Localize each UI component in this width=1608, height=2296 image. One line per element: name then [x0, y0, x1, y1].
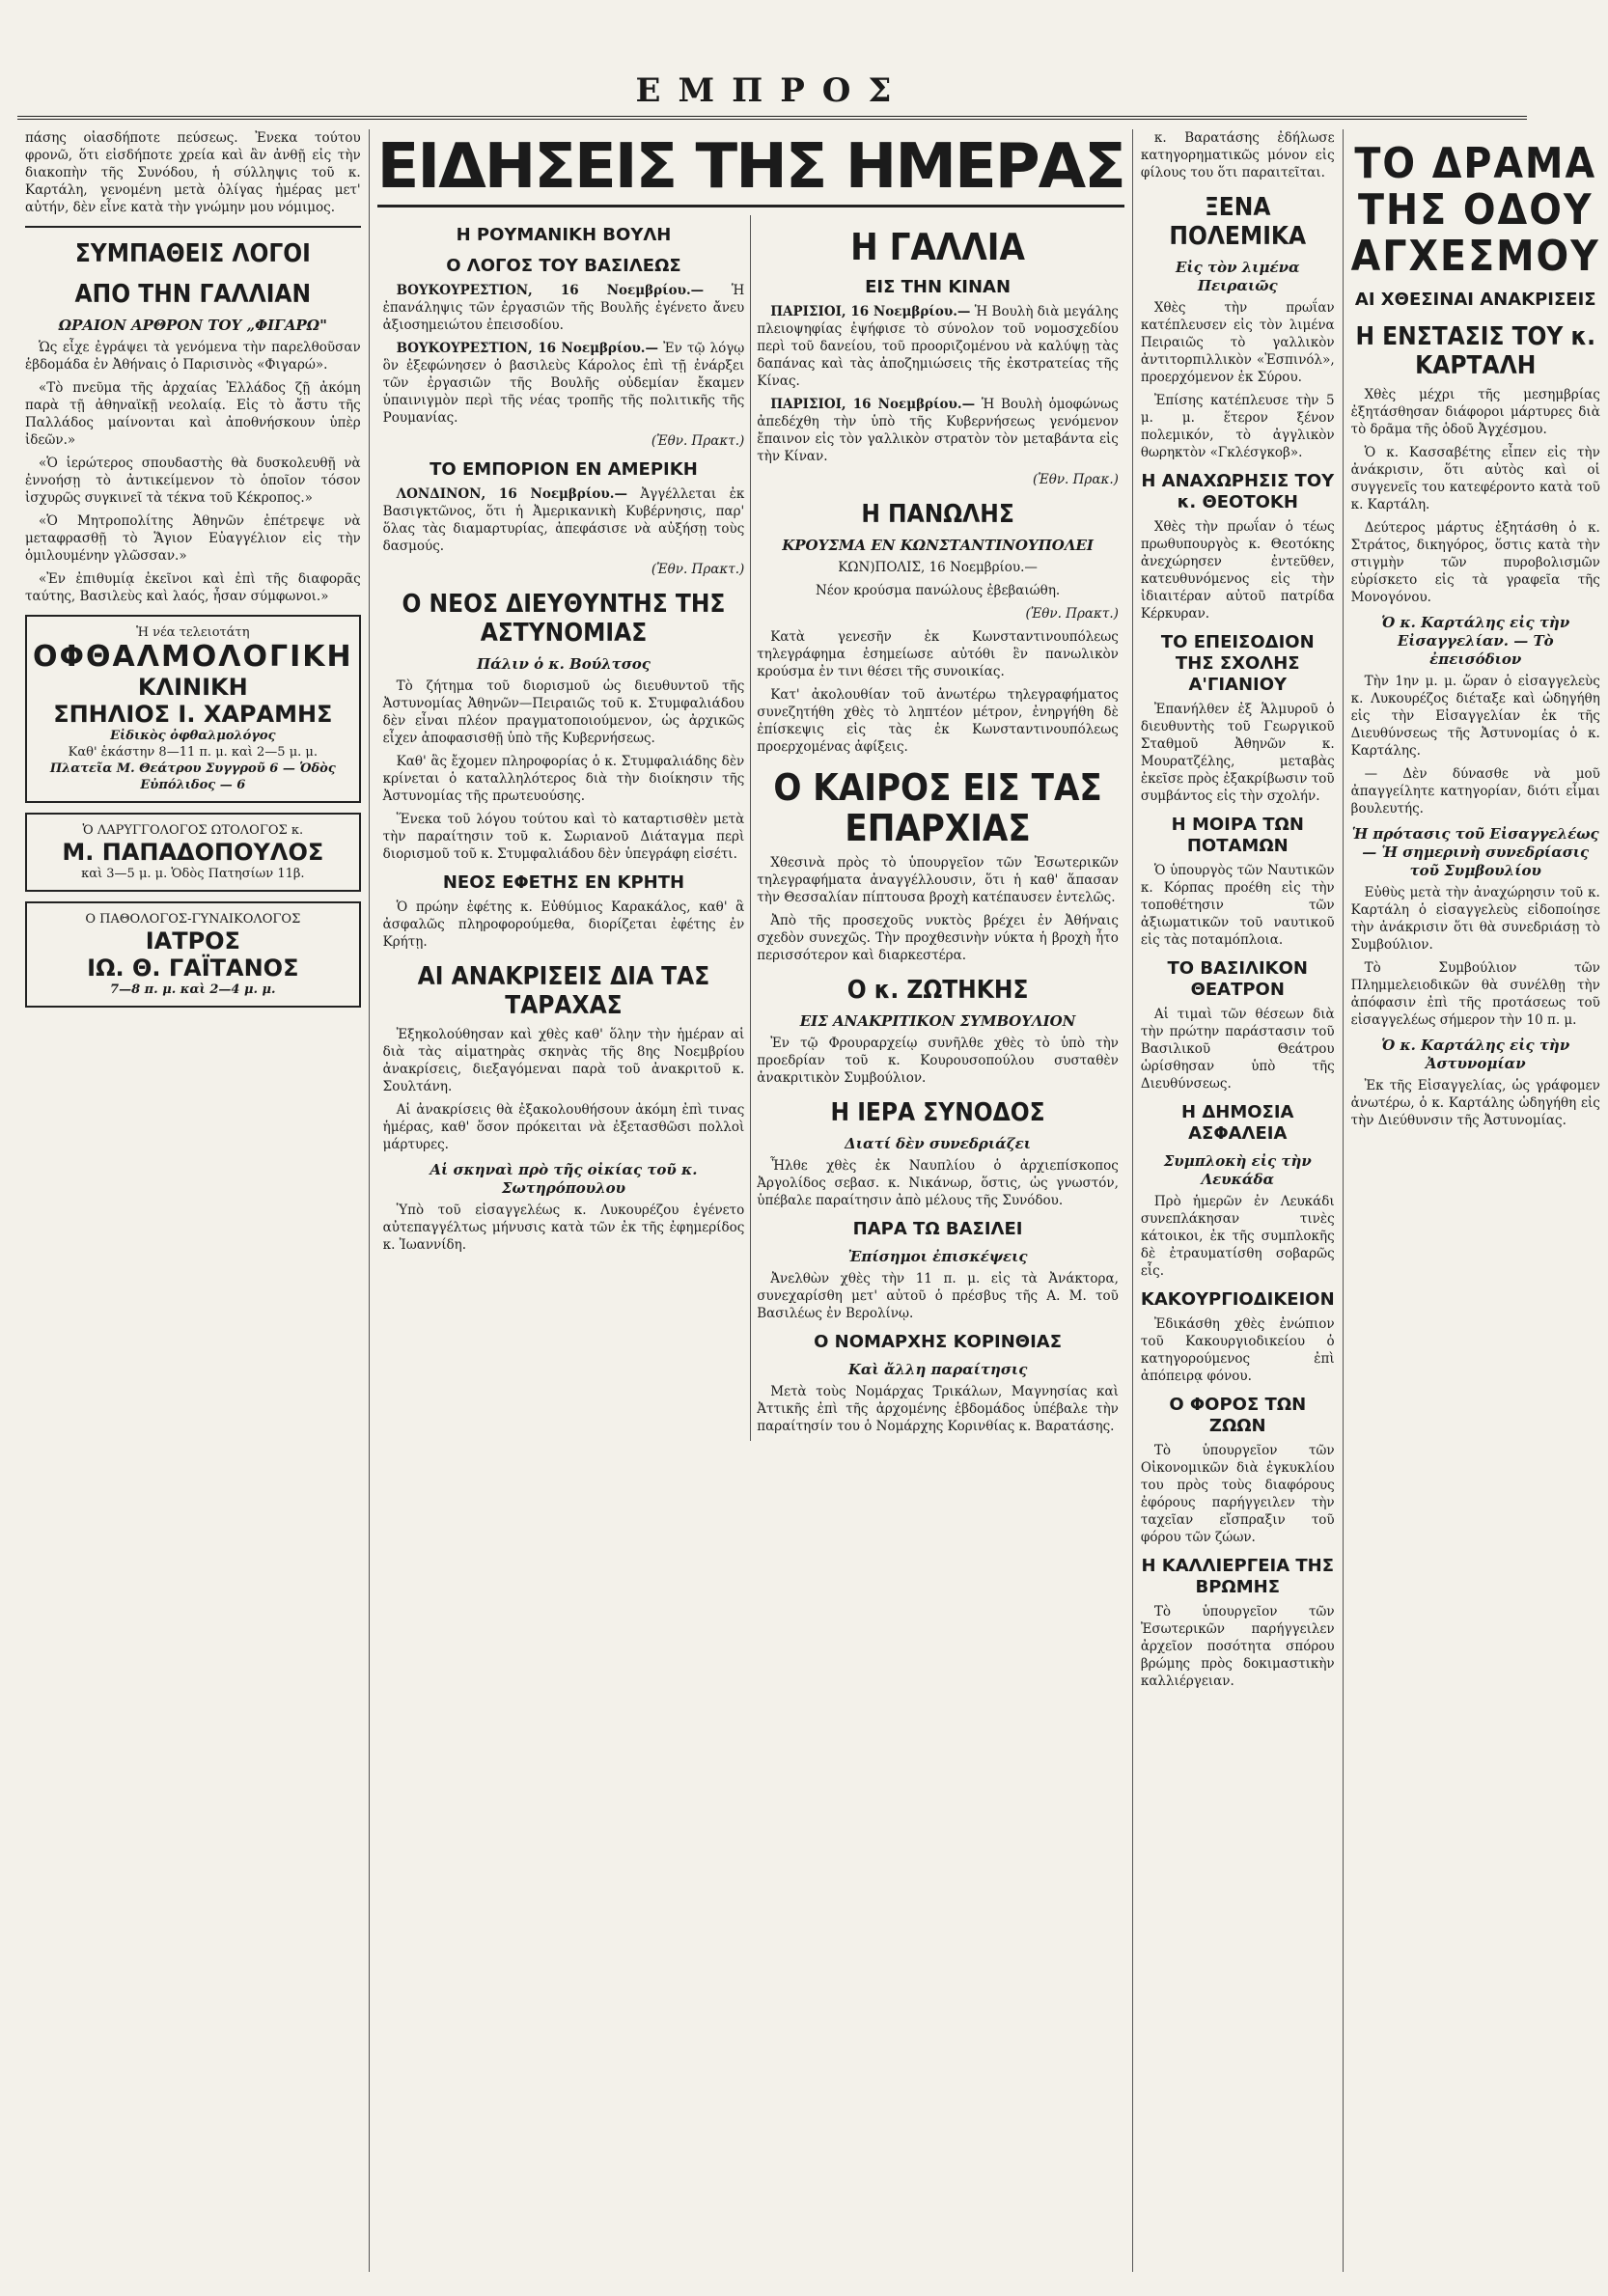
article-subheading: Αἱ σκηναὶ πρὸ τῆς οἰκίας τοῦ κ. Σωτηρόπουλου — [430, 1161, 698, 1197]
article-subheading: Η ΕΝΣΤΑΣΙΣ ΤΟΥ κ. ΚΑΡΤΑΛΗ — [1355, 322, 1595, 380]
article-heading: ΤΟ ΕΜΠΟΡΙΟΝ ΕΝ ΑΜΕΡΙΚΗ — [430, 459, 698, 480]
article-subheading: Ἐπίσημοι ἐπισκέψεις — [847, 1248, 1028, 1265]
article-body: Ἡ ἐπανάληψις τῶν ἐργασιῶν τῆς Βουλῆς ἐγένετο ἄνευ ἀξιοσημειώτου ἐπεισοδίου. — [382, 283, 745, 333]
article-subheading: Διατί δὲν συνεδριάζει — [845, 1135, 1031, 1152]
article-heading: Η ΚΑΛΛΙΕΡΓΕΙΑ ΤΗΣ ΒΡΩΜΗΣ — [1141, 1556, 1335, 1597]
article-body: Ἐν τῷ λόγῳ ὃν ἐξεφώνησεν ὁ βασιλεὺς Κάρολος ἐπὶ τῇ ἐνάρξει τῶν ἐργασιῶν τῆς Βουλῆς οὐδεμίαν ἔκαμεν ὑπαινιγμὸν περὶ τῆς νέας τροπῆς τῆς πολιτικῆς τῆς Ρουμανίας. — [382, 341, 745, 426]
columns — [17, 129, 1600, 2272]
article-heading: Η ΡΟΥΜΑΝΙΚΗ ΒΟΥΛΗ — [456, 225, 672, 245]
column-1 — [17, 129, 370, 2272]
article-text: Ἦλθε χθὲς ἐκ Ναυπλίου ὁ ἀρχιεπίσκοπος Ἀργολίδος σεβασ. κ. Νικάνωρ, ὅστις, ὡς γνωστόν, ὑπέβαλε παραίτησιν ἀπὸ μέλους τῆς Συνόδου. — [757, 1158, 1119, 1208]
advertisement-ent-doctor — [25, 813, 361, 892]
news-source: (Ἐθν. Πρακ.) — [1032, 472, 1119, 487]
article-text: πάσης οἰασδήποτε πεύσεως. Ἐνεκα τούτου φρονῶ, ὅτι εἰσδήποτε χρεία καὶ ἂν ἀνθῇ εἰς τὴν διακοπὴν τῆς Συνόδου, ἡ σύλληψις τοῦ κ. Καρτάλη, γενομένη μετὰ ὀλίγας ἡμέρας μετ' αὐτήν, δὲν εἶνε κατὰ τὴν γνώμην μου νόμιμος. — [25, 130, 361, 215]
article-text: Καθ' ἃς ἔχομεν πληροφορίας ὁ κ. Στυμφαλιάδης δὲν κρίνεται ὁ καταλληλότερος διὰ τὴν διοίκησιν τῆς Ἀστυνομίας τῆς πρωτευούσης. — [382, 754, 745, 804]
article-heading: Ο κ. ΖΩΤΗΚΗΣ — [846, 976, 1029, 1005]
ad-doctor-name: Μ. ΠΑΠΑΔΟΠΟΥΛΟΣ — [62, 839, 324, 866]
column-news-of-the-day — [370, 129, 1133, 2272]
article-text: Ἐκ τῆς Εἰσαγγελίας, ὡς γράφομεν ἀνωτέρω, ὁ κ. Καρτάλης ὡδηγήθη εἰς τὴν Διεύθυνσιν τῆς Ἀστυνομίας. — [1350, 1078, 1600, 1128]
article-text: Τὴν 1ην μ. μ. ὥραν ὁ εἰσαγγελεὺς κ. Λυκουρέζος διέταξε καὶ ὡδηγήθη εἰς τὴν Εἰσαγγελίαν ἐκ τῆς Διευθύνσεως τῆς Ἀστυνομίας ὁ κ. Καρτάλης. — [1350, 674, 1600, 759]
article-heading: Ο ΝΕΟΣ ΔΙΕΥΘΥΝΤΗΣ ΤΗΣ ΑΣΤΥΝΟΜΙΑΣ — [402, 590, 726, 648]
news-source: (Ἐθν. Πρακτ.) — [651, 433, 745, 449]
article-body: Ἡ Βουλὴ διὰ μεγάλης πλειοψηφίας ἐψήφισε τὸ σύνολον τοῦ νομοσχεδίου περὶ τοῦ δανείου, τοῦ προοριζομένου νὰ καλύψῃ τὰς δαπάνας καὶ τὰς ἀποζημιώσεις τῆς ἐκστρατείας τῆς Κίνας. — [757, 304, 1119, 389]
ad-intro: Ο ΠΑΘΟΛΟΓΟΣ-ΓΥΝΑΙΚΟΛΟΓΟΣ — [85, 912, 301, 927]
article-text: Κατὰ γενεσῆν ἐκ Κωνσταντινουπόλεως τηλεγράφημα ἐσημείωσε αὐτόθι ἓν πανωλικὸν κρούσμα ἐν τινι θέσει τῆς συνοικίας. — [757, 629, 1119, 679]
article-text: «Ὁ ἱερώτερος σπουδαστὴς θὰ δυσκολευθῇ νὰ ἐννοήσῃ τὸ ἀντικείμενον τὸ ὁποῖον τόσον ἰσχυρῶς συγκινεῖ τὰ τέκνα τοῦ Κέκροπος.» — [25, 456, 361, 506]
article-text: Τὸ Συμβούλιον τῶν Πλημμελειοδικῶν θὰ συνέλθῃ τὴν ἀπόφασιν ἐπὶ τῆς προτάσεως τοῦ εἰσαγγελέως σήμερον τὴν 10 π. μ. — [1350, 960, 1600, 1028]
article-subheading: Πάλιν ὁ κ. Βούλτσος — [476, 655, 651, 673]
article-heading: ΚΑΚΟΥΡΓΙΟΔΙΚΕΙΟΝ — [1140, 1289, 1335, 1310]
article-text: Αἱ τιμαὶ τῶν θέσεων διὰ τὴν πρώτην παράστασιν τοῦ Βασιλικοῦ Θεάτρου ὡρίσθησαν ὑπὸ τῆς Διευθύνσεως. — [1140, 1007, 1335, 1092]
article-body: Ἀγγέλλεται ἐκ Βασιγκτῶνος, ὅτι ἡ Ἀμερικανικὴ Κυβέρνησις, παρ' ὅλας τὰς διαμαρτυρίας, ἀπεφάσισε νὰ αὐξήσῃ τοὺς δασμούς. — [382, 486, 745, 554]
news-split — [377, 215, 1124, 1441]
article-text — [757, 396, 1119, 465]
article-text: Ἀπὸ τῆς προσεχοῦς νυκτὸς βρέχει ἐν Ἀθήναις σχεδὸν συνεχῶς. Τὴν προχθεσινὴν νύκτα ἡ βροχὴ ἦτο περισσότερον καὶ διαρκεστέρα. — [757, 913, 1119, 963]
article-text: Αἱ ἀνακρίσεις θὰ ἐξακολουθήσουν ἀκόμη ἐπὶ τινας ἡμέρας, καθ' ὅσον πρόκειται νὰ ἐξετασθῶσι πολλοὶ μάρτυρες. — [382, 1102, 745, 1152]
article-heading: ΠΑΡΑ ΤΩ ΒΑΣΙΛΕΙ — [852, 1219, 1023, 1239]
article-heading: Η ΠΑΝΩΛΗΣ — [861, 500, 1014, 529]
section-banner: ΕΙΔΗΣΕΙΣ ΤΗΣ ΗΜΕΡΑΣ — [377, 129, 1124, 207]
masthead — [17, 0, 1527, 120]
ad-title: ΙΑΤΡΟΣ — [145, 927, 240, 954]
article-text — [383, 485, 745, 555]
article-heading: Η ΓΑΛΛΙΑ — [850, 226, 1025, 268]
dateline: ΒΟΥΚΟΥΡΕΣΤΙΟΝ, 16 Νοεμβρίου.— — [396, 283, 705, 298]
article-subheading: ΚΡΟΥΣΜΑ ΕΝ ΚΩΝΣΤΑΝΤΙΝΟΥΠΟΛΕΙ — [782, 537, 1094, 554]
article-text — [383, 282, 745, 334]
article-text: Ὡς εἶχε ἐγράψει τὰ γενόμενα τὴν παρελθοῦσαν ἑβδομάδα ἐν Ἀθήναις ὁ Παρισινὸς «Φιγαρώ». — [25, 340, 361, 373]
article-text: «Ἐν ἐπιθυμίᾳ ἐκεῖνοι καὶ ἐπὶ τῆς διαφορᾶς ταύτης, Βασιλεὺς καὶ λαός, ἦσαν σύμφωνοι.» — [25, 571, 361, 604]
dateline: ΠΑΡΙΣΙΟΙ, 16 Νοεμβρίου.— — [770, 304, 971, 319]
article-text: — Δὲν δύνασθε νὰ μοῦ ἀπαγγείλητε κατηγορίαν, διότι εἶμαι βουλευτής. — [1350, 766, 1600, 816]
article-heading: ΑΠΟ ΤΗΝ ΓΑΛΛΙΑΝ — [74, 280, 312, 309]
article-text: «Τὸ πνεῦμα τῆς ἀρχαίας Ἑλλάδος ζῇ ἀκόμη παρὰ τῇ ἀθηναϊκῇ νεολαίᾳ. Εἰς τὸ ἄστυ τῆς Παλλάδος μαίνονται καὶ ἀποθνήσκουν ὑπὲρ ἰδεῶν.» — [25, 380, 361, 448]
article-text: Ἐπανήλθεν ἐξ Ἁλμυροῦ ὁ διευθυντὴς τοῦ Γεωργικοῦ Σταθμοῦ Ἀθηνῶν κ. Μουρατζέλης, μεταβὰς ἐκεῖσε πρὸς ἐξακρίβωσιν τοῦ συμβάντος εἰς τὴν σχολήν. — [1140, 702, 1335, 804]
article-subheading: Ὁ κ. Καρτάλης εἰς τὴν Εἰσαγγελίαν. — Τὸ ἐπεισόδιον — [1381, 614, 1570, 668]
article-heading: ΑΙ ΑΝΑΚΡΙΣΕΙΣ ΔΙΑ ΤΑΣ ΤΑΡΑΧΑΣ — [417, 962, 710, 1020]
article-heading: ΤΟ ΒΑΣΙΛΙΚΟΝ ΘΕΑΤΡΟΝ — [1167, 958, 1308, 1000]
article-text: Ἐξηκολούθησαν καὶ χθὲς καθ' ὅλην τὴν ἡμέραν αἱ διὰ τὰς αἱματηρὰς σκηνὰς τῆς 8ης Νοεμβρίου ἀνακρίσεις, διεξαγόμεναι παρὰ τοῦ ἀνακριτοῦ κ. Σουλτάνη. — [382, 1027, 745, 1094]
article-text: Ἐπίσης κατέπλευσε τὴν 5 μ. μ. ἕτερον ξένον πολεμικόν, τὸ ἀγγλικὸν θωρηκτὸν «Γκλέσγκοβ». — [1140, 393, 1335, 460]
article-text: Ὁ πρώην ἐφέτης κ. Εὐθύμιος Καρακάλος, καθ' ἃ ἀσφαλῶς πληροφορούμεθα, διορίζεται ἐφέτης ἐν Κρήτῃ. — [382, 899, 745, 950]
article-text: Ἀνελθὼν χθὲς τὴν 11 π. μ. εἰς τὰ Ἀνάκτορα, συνεχαρίσθη μετ' αὐτοῦ ὁ πρέσβυς τῆς Α. Μ. τοῦ Βασιλέως ἐν Βερολίνῳ. — [757, 1271, 1119, 1321]
article-subheading: ΕΙΣ ΤΗΝ ΚΙΝΑΝ — [865, 277, 1012, 297]
article-heading: Η ΔΗΜΟΣΙΑ ΑΣΦΑΛΕΙΑ — [1181, 1102, 1294, 1144]
article-subheading: Ἡ πρότασις τοῦ Εἰσαγγελέως — Ἡ σημερινὴ συνεδρίασις τοῦ Συμβουλίου — [1351, 825, 1599, 879]
article-text: «Ὁ Μητροπολίτης Ἀθηνῶν ἐπέτρεψε νὰ μεταφρασθῇ τὸ Ἅγιον Εὐαγγέλιον εἰς τὴν ὁμιλουμένην γλῶσσαν.» — [25, 513, 361, 564]
article-body: Ἡ Βουλὴ ὁμοφώνως ἀπεδέχθη τὴν ὑπὸ τῆς Κυβερνήσεως γενόμενον ἔπαινον εἰς τὸν γαλλικὸν στρατὸν τὸν μεταβάντα εἰς τὴν Κίναν. — [757, 397, 1119, 464]
article-heading: ΤΟ ΔΡΑΜΑ ΤΗΣ ΟΔΟΥ ΑΓΧΕΣΜΟΥ — [1350, 139, 1600, 281]
article-subheading: Εἰς τὸν λιμένα Πειραιῶς — [1175, 259, 1300, 294]
article-subheading: Συμπλοκὴ εἰς τὴν Λευκάδα — [1163, 1152, 1312, 1188]
article-heading: Η ΙΕΡΑ ΣΥΝΟΔΟΣ — [830, 1098, 1045, 1127]
article-subheading: Ο ΛΟΓΟΣ ΤΟΥ ΒΑΣΙΛΕΩΣ — [446, 256, 681, 276]
article-text: Ἐδικάσθη χθὲς ἐνώπιον τοῦ Κακουργιοδικείου ὁ κατηγορούμενος ἐπὶ ἀπόπειρᾳ φόνου. — [1140, 1316, 1335, 1384]
news-source: (Ἐθν. Πρακτ.) — [1025, 606, 1119, 622]
article-subheading: ΕΙΣ ΑΝΑΚΡΙΤΙΚΟΝ ΣΥΜΒΟΥΛΙΟΝ — [799, 1012, 1076, 1030]
column-3 — [751, 215, 1124, 1441]
article-subheading: Καὶ ἄλλη παραίτησις — [847, 1361, 1028, 1378]
article-text: Δεύτερος μάρτυς ἐξητάσθη ὁ κ. Στράτος, δικηγόρος, ὅστις κατὰ τὴν στιγμὴν τῶν πυροβολισμῶν εὑρίσκετο εἰς τὰ γραφεῖα τῆς Μονογόνου. — [1350, 520, 1600, 605]
article-text: Ὁ ὑπουργὸς τῶν Ναυτικῶν κ. Κόρπας προέθη εἰς τὴν τοποθέτησιν τῶν ἀξιωματικῶν τοῦ ναυτικοῦ εἰς τὰς ποταμόπλοια. — [1140, 863, 1335, 948]
article-text: Νέον κρούσμα πανώλους ἐβεβαιώθη. — [815, 583, 1061, 598]
column-5 — [1344, 129, 1608, 2272]
advertisement-physician — [25, 901, 361, 1008]
ad-title: ΟΦΘΑΛΜΟΛΟΓΙΚΗ — [33, 640, 353, 674]
article-text: Χθὲς τὴν πρωΐαν κατέπλευσεν εἰς τὸν λιμένα Πειραιῶς τὸ γαλλικὸν ἀντιτορπιλλικὸν «Ἐσπινόλ», προερχόμενον ἐκ Σύρου. — [1140, 300, 1335, 385]
article-text: Εὐθὺς μετὰ τὴν ἀναχώρησιν τοῦ κ. Καρτάλη ὁ εἰσαγγελεὺς εἰδοποίησε τὴν ἀνάκρισιν ὅτι θὰ συνεδριάσῃ τὸ Συμβούλιον. — [1350, 885, 1600, 953]
article-heading: ΣΥΜΠΑΘΕΙΣ ΛΟΓΟΙ — [74, 239, 311, 268]
article-text: Ἐν τῷ Φρουραρχείῳ συνῆλθε χθὲς τὸ ὑπὸ τὴν προεδρίαν τοῦ κ. Κουρουσοπούλου συσταθὲν ἀνακριτικὸν Συμβούλιον. — [757, 1036, 1119, 1086]
ad-hours: 7—8 π. μ. καὶ 2—4 μ. μ. — [110, 982, 276, 997]
article-text: Μετὰ τοὺς Νομάρχας Τρικάλων, Μαγνησίας καὶ Ἀττικῆς ἐπὶ τῆς ἀρχομένης ἑβδομάδος ὑπέβαλε τὴν παραίτησίν του ὁ Νομάρχης Κορινθίας κ. Βαρατάσης. — [757, 1384, 1119, 1434]
article-text: Χθεσινὰ πρὸς τὸ ὑπουργεῖον τῶν Ἐσωτερικῶν τηλεγραφήματα ἀναγγέλλουσιν, ὅτι ἡ καθ' ἅπασαν τὴν Θεσσαλίαν πίπτουσα βροχὴ κατέπαυσεν ἐντελῶς. — [757, 855, 1119, 905]
column-2 — [377, 215, 752, 1441]
article-text: Χθὲς μέχρι τῆς μεσημβρίας ἐξητάσθησαν διάφοροι μάρτυρες διὰ τὸ δρᾶμα τῆς ὁδοῦ Ἀγχέσμου. — [1350, 387, 1600, 437]
article-heading: Ο ΚΑΙΡΟΣ ΕΙΣ ΤΑΣ ΕΠΑΡΧΙΑΣ — [773, 766, 1102, 849]
advertisement-eye-clinic — [25, 615, 361, 803]
article-heading: Η ΜΟΙΡΑ ΤΩΝ ΠΟΤΑΜΩΝ — [1171, 815, 1304, 856]
ad-intro: Ἡ νέα τελειοτάτη — [136, 625, 250, 640]
newspaper-name: ΕΜΠΡΟΣ — [635, 71, 909, 110]
article-heading: Ο ΦΟΡΟΣ ΤΩΝ ΖΩΩΝ — [1169, 1395, 1307, 1436]
ad-address: Πλατεῖα Μ. Θεάτρου Συγγροῦ 6 — Ὁδὸς Εὐπόλιδος — 6 — [49, 761, 336, 792]
article-text: Κατ' ἀκολουθίαν τοῦ ἀνωτέρω τηλεγραφήματος συνεζητήθη χθὲς τὸ ληπτέον μέτρον, ἐνηργήθη δὲ ἐπίσκεψις εἰς τὰς ἐκ Κωνσταντινουπόλεως προερχομένας ἀφίξεις. — [757, 687, 1119, 755]
ad-intro: Ὁ ΛΑΡΥΓΓΟΛΟΓΟΣ ΩΤΟΛΟΓΟΣ κ. — [82, 823, 304, 838]
article-text — [383, 340, 745, 427]
article-text: κ. Βαρατάσης ἐδήλωσε κατηγορηματικῶς μόνον εἰς φίλους του ὅτι παραιτεῖται. — [1140, 130, 1335, 180]
news-source: (Ἐθν. Πρακτ.) — [651, 562, 745, 577]
ad-title: ΚΛΙΝΙΚΗ — [137, 674, 248, 701]
ad-hours: Καθ' ἑκάστην 8—11 π. μ. καὶ 2—5 μ. μ. — [68, 745, 319, 760]
article-text: Ὁ κ. Κασσαβέτης εἶπεν εἰς τὴν ἀνάκρισιν, ὅτι αὐτὸς καὶ οἱ συγγενεῖς του κατεφέροντο κατὰ τοῦ κ. Καρτάλη. — [1350, 445, 1600, 512]
article-text: Πρὸ ἡμερῶν ἐν Λευκάδι συνεπλάκησαν τινὲς κάτοικοι, ἐκ τῆς συμπλοκῆς δὲ ἐτραυματίσθη σοβαρῶς εἷς. — [1140, 1194, 1335, 1279]
ad-hours: καὶ 3—5 μ. μ. Ὁδὸς Πατησίων 11β. — [81, 867, 305, 881]
article-text: Ὑπὸ τοῦ εἰσαγγελέως κ. Λυκουρέζου ἐγένετο αὐτεπαγγέλτως μήνυσις κατὰ τῶν ἐκ τῆς ἐφημερίδος κ. Ἰωαννίδη. — [382, 1203, 745, 1253]
article-heading: ΤΟ ΕΠΕΙΣΟΔΙΟΝ ΤΗΣ ΣΧΟΛΗΣ Α'ΓΙΑΝΙΟΥ — [1160, 632, 1315, 695]
article-heading: Η ΑΝΑΧΩΡΗΣΙΣ ΤΟΥ κ. ΘΕΟΤΟΚΗ — [1141, 471, 1335, 512]
dateline: ΛΟΝΔΙΝΟΝ, 16 Νοεμβρίου.— — [396, 486, 627, 502]
article-subheading: ΩΡΑΙΟΝ ΑΡΘΡΟΝ ΤΟΥ „ΦΙΓΑΡΩ" — [58, 317, 327, 334]
dateline: ΠΑΡΙΣΙΟΙ, 16 Νοεμβρίου.— — [770, 397, 976, 412]
column-4 — [1133, 129, 1344, 2272]
ad-doctor-name: ΙΩ. Θ. ΓΑΪΤΑΝΟΣ — [87, 954, 299, 982]
article-text — [757, 303, 1119, 390]
ad-subtitle: Εἰδικὸς ὀφθαλμολόγος — [110, 729, 276, 743]
article-text: Ἕνεκα τοῦ λόγου τούτου καὶ τὸ καταρτισθὲν μετὰ τὴν παραίτησιν τοῦ κ. Σωριανοῦ Διάταγμα περὶ διορισμοῦ τοῦ κ. Στυμφαλιάδου δὲν ὑπεγράφη εἰσέτι. — [382, 812, 745, 862]
dateline: ΚΩΝ)ΠΟΛΙΣ, 16 Νοεμβρίου.— — [838, 560, 1038, 575]
dateline: ΒΟΥΚΟΥΡΕΣΤΙΟΝ, 16 Νοεμβρίου.— — [396, 341, 659, 356]
article-text: Τὸ ζήτημα τοῦ διορισμοῦ ὡς διευθυντοῦ τῆς Ἀστυνομίας Ἀθηνῶν—Πειραιῶς τοῦ κ. Στυμφαλιάδου δὲν εἶναι πλέον πραγματοποιούμενον, ὡς ἀρχικῶς εἶχεν ἀποφασισθῇ ὑπὸ τῆς Κυβερνήσεως. — [382, 678, 745, 746]
article-heading: ΞΕΝΑ ΠΟΛΕΜΙΚΑ — [1169, 193, 1307, 251]
article-subheading: Ὁ κ. Καρτάλης εἰς τὴν Ἀστυνομίαν — [1381, 1037, 1570, 1072]
divider — [25, 226, 361, 228]
article-text: Χθὲς τὴν πρωΐαν ὁ τέως πρωθυπουργὸς κ. Θεοτόκης ἀνεχώρησεν ἐντεῦθεν, κατευθυνόμενος εἰς τὴν ἰδιαιτέραν αὐτοῦ πατρίδα Κέρκυραν. — [1140, 519, 1335, 622]
ad-doctor-name: ΣΠΗΛΙΟΣ Ι. ΧΑΡΑΜΗΣ — [53, 701, 333, 728]
article-heading: ΝΕΟΣ ΕΦΕΤΗΣ ΕΝ ΚΡΗΤΗ — [442, 872, 685, 893]
article-text: Τὸ ὑπουργεῖον τῶν Οἰκονομικῶν διὰ ἐγκυκλίου του πρὸς τοὺς διαφόρους ἐφόρους παρήγγειλεν τὴν ταχεῖαν εἴσπραξιν τοῦ φόρου τῶν ζώων. — [1140, 1443, 1335, 1545]
article-text: Τὸ ὑπουργεῖον τῶν Ἐσωτερικῶν παρήγγειλεν ἀρχεῖον ποσότητα σπόρου βρώμης πρὸς δοκιμαστικὴν καλλιέργειαν. — [1140, 1604, 1335, 1689]
article-heading: Ο ΝΟΜΑΡΧΗΣ ΚΟΡΙΝΘΙΑΣ — [814, 1332, 1063, 1352]
article-subheading: ΑΙ ΧΘΕΣΙΝΑΙ ΑΝΑΚΡΙΣΕΙΣ — [1354, 290, 1596, 310]
